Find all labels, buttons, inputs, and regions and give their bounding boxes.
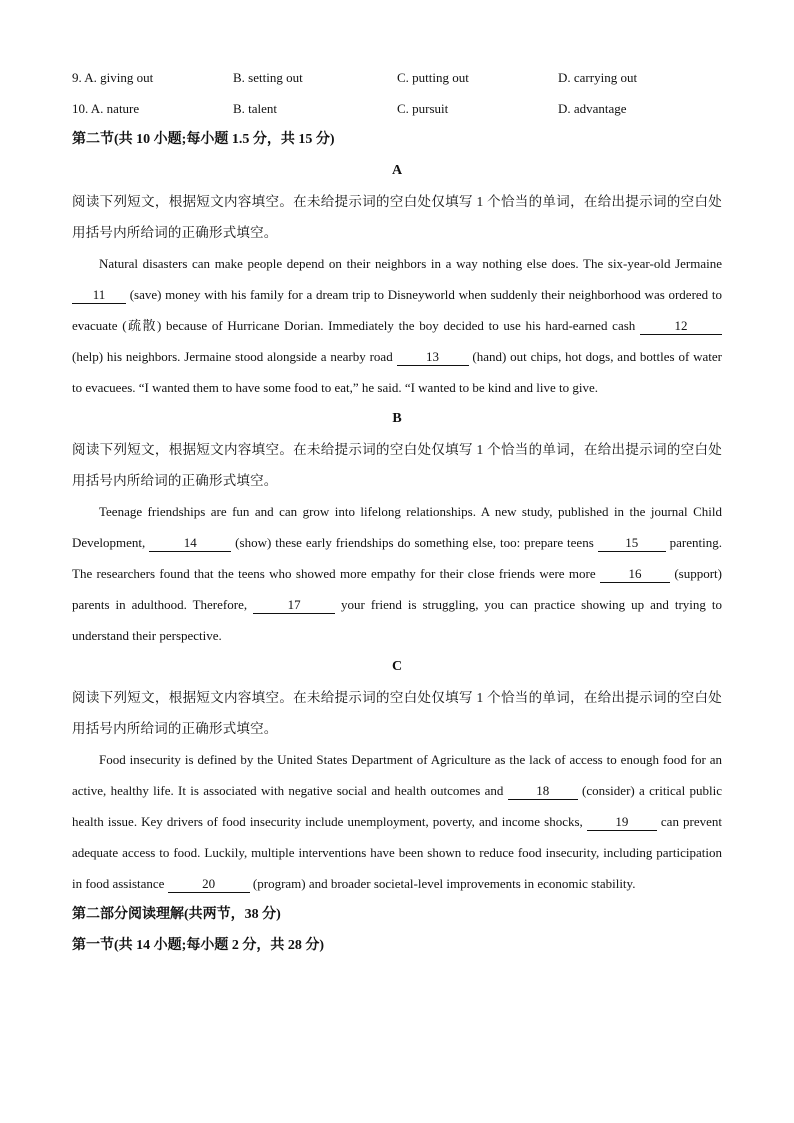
instructions-a: 阅读下列短文，根据短文内容填空。在未给提示词的空白处仅填写 1 个恰当的单词，在给出提示词的空白处用括号内所给词的正确形式填空。 — [72, 194, 722, 240]
option-9b: B. setting out — [233, 70, 303, 85]
passage-a-text — [72, 248, 722, 403]
passage-c-label: C — [391, 659, 403, 674]
question-9-options — [72, 62, 722, 93]
blank-20[interactable]: 20 — [168, 876, 250, 893]
passage-text: can prevent adequate access to food. Luckily, multiple interventions have been shown to reduce food insecurity, including participation in food assistance — [72, 814, 722, 891]
blank-16[interactable]: 16 — [600, 566, 670, 583]
passage-text: your friend is struggling, you can practice showing up and trying to understand their perspective. — [72, 597, 723, 643]
blank-15[interactable]: 15 — [598, 535, 666, 552]
passage-text: (hand) out chips, hot dogs, and bottles of water to evacuees. “I wanted them to have some food to eat,” he said. “I wanted to be kind and live to give. — [72, 349, 722, 395]
question-10-options — [72, 93, 722, 124]
passage-a-label: A — [391, 163, 403, 178]
part-2-heading: 第二部分阅读理解(共两节，38 分) — [72, 907, 281, 922]
blank-12[interactable]: 12 — [640, 318, 722, 335]
section-1-heading: 第一节(共 14 小题;每小题 2 分，共 28 分) — [72, 938, 324, 953]
blank-18[interactable]: 18 — [508, 783, 578, 800]
passage-text: Teenage friendships are fun and can grow into lifelong relationships. A new study, published in the journal Child Development, — [72, 504, 722, 550]
passage-text: Natural disasters can make people depend on their neighbors in a way nothing else does. The six-year-old Jermaine — [99, 256, 722, 271]
passage-text: Food insecurity is defined by the United States Department of Agriculture as the lack of access to enough food for an active, healthy life. It is associated with negative social and health outcomes and — [72, 752, 722, 798]
passage-text: (support) parents in adulthood. Therefore, — [72, 566, 722, 612]
instructions-b: 阅读下列短文，根据短文内容填空。在未给提示词的空白处仅填写 1 个恰当的单词，在给出提示词的空白处用括号内所给词的正确形式填空。 — [72, 442, 722, 488]
option-10b: B. talent — [233, 101, 278, 116]
blank-17[interactable]: 17 — [253, 597, 335, 614]
passage-text: (program) and broader societal-level improvements in economic stability. — [249, 876, 636, 891]
passage-text: (save) money with his family for a dream trip to Disneyworld when suddenly their neighborhood was ordered to evacuate (疏散) because of Hurricane Dorian. Immediately the boy decided to use his hard-earned cash — [72, 287, 722, 333]
passage-text: parenting. The researchers found that the teens who showed more empathy for their close friends were more — [72, 535, 722, 581]
instructions-c: 阅读下列短文，根据短文内容填空。在未给提示词的空白处仅填写 1 个恰当的单词，在给出提示词的空白处用括号内所给词的正确形式填空。 — [72, 690, 722, 736]
passage-text: (consider) a critical public health issue. Key drivers of food insecurity include unemployment, poverty, and income shocks, — [72, 783, 722, 829]
exam-page — [72, 62, 722, 961]
blank-11[interactable]: 11 — [72, 287, 126, 304]
passage-c-text — [72, 744, 722, 899]
option-10d: D. advantage — [558, 101, 627, 116]
option-9a: 9. A. giving out — [72, 70, 154, 85]
blank-13[interactable]: 13 — [397, 349, 469, 366]
option-9d: D. carrying out — [558, 70, 638, 85]
passage-b-text — [72, 496, 722, 651]
section-2-heading: 第二节(共 10 小题;每小题 1.5 分，共 15 分) — [72, 132, 335, 147]
option-10a: 10. A. nature — [72, 101, 140, 116]
blank-14[interactable]: 14 — [149, 535, 231, 552]
option-10c: C. pursuit — [397, 101, 449, 116]
passage-text: (help) his neighbors. Jermaine stood alongside a nearby road — [72, 349, 397, 364]
option-9c: C. putting out — [397, 70, 469, 85]
passage-text: (show) these early friendships do something else, too: prepare teens — [231, 535, 598, 550]
passage-b-label: B — [392, 411, 402, 426]
blank-19[interactable]: 19 — [587, 814, 657, 831]
